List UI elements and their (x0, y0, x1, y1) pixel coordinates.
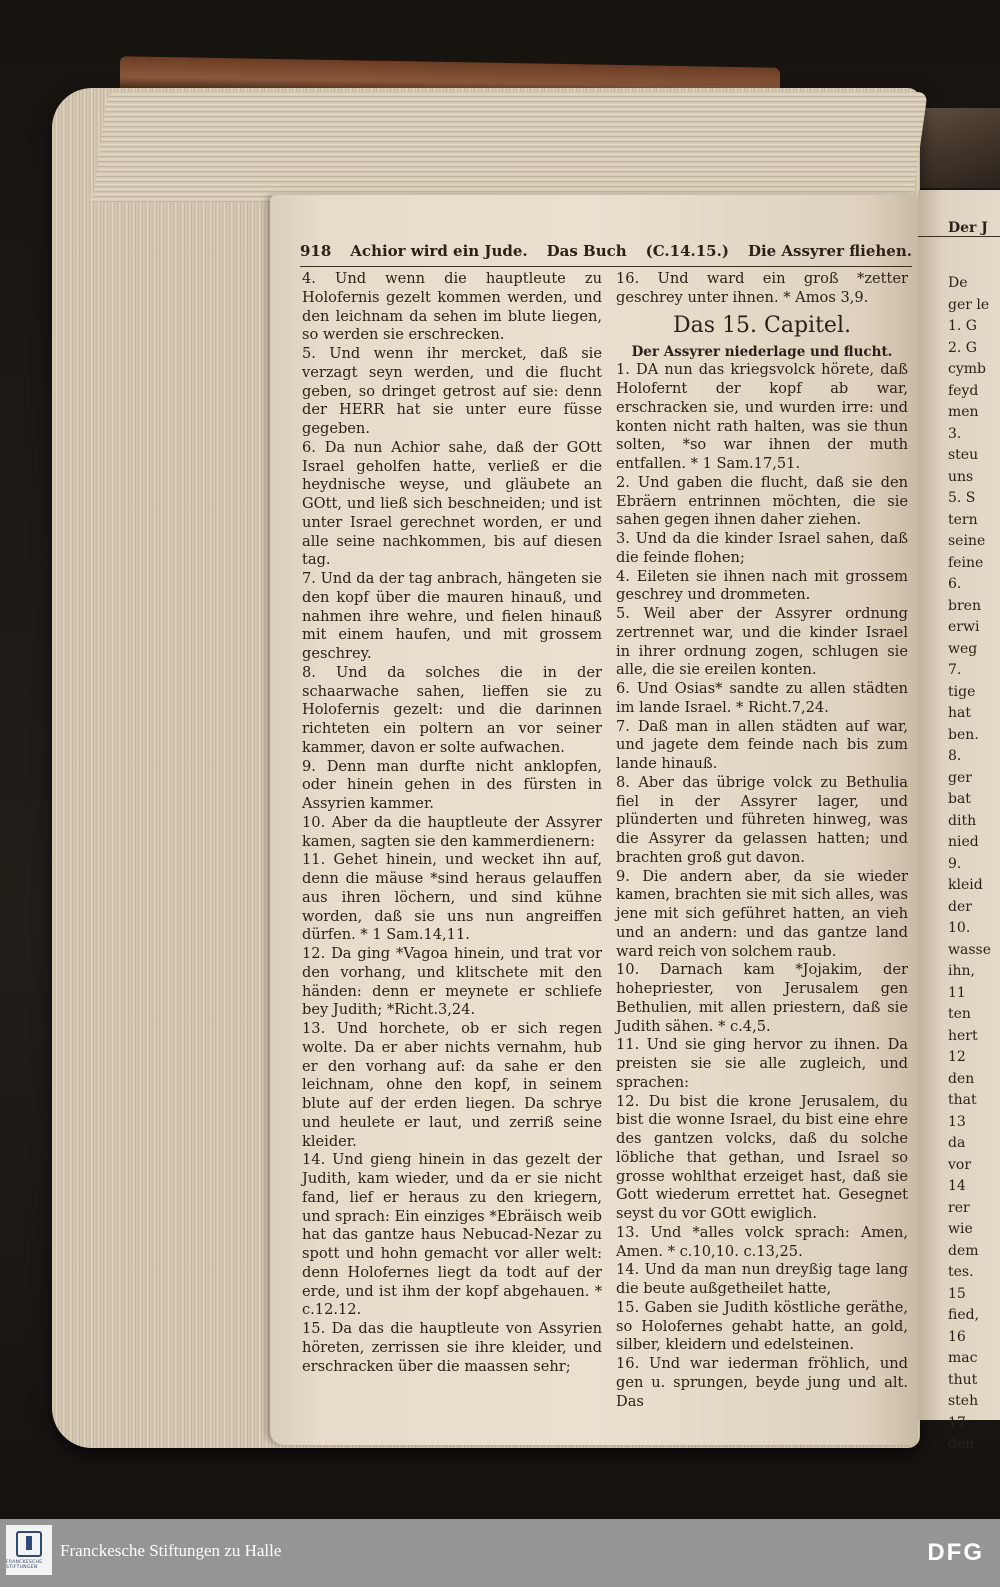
dfg-logo[interactable]: DFG (927, 1539, 984, 1566)
page-stack-top (92, 92, 927, 202)
right-page-line: bat (948, 791, 971, 807)
right-page-line: ten (948, 1006, 971, 1022)
right-page-line: 7. (948, 662, 962, 678)
verse-paragraph: 1. DA nun das kriegsvolck hörete, daß Holofernt der kopf ab war, erschracken sie, und wurden irre: und konten nicht rath halten, was sie thun solten, *so war ihnen der muth entfallen. * 1 Sam.17,51. (616, 361, 908, 472)
right-page-line: 2. G (948, 339, 977, 356)
right-page-line: 6. (948, 576, 962, 592)
right-page-line: mac (948, 1350, 978, 1366)
right-page-line: seine (948, 533, 986, 549)
verse-paragraph: 12. Du bist die krone Jerusalem, du bist die wonne Israel, du bist eine ehre des gantzen volcks, daß du solche löbliche that gethan, und Israel so grosse wohlthat erzeiget hast, daß sie Gott wiederum errettet hat. Gesegnet seyst du vor GOtt ewiglich. (616, 1092, 908, 1222)
verse-paragraph: 14. Und gieng hinein in das gezelt der Judith, kam wieder, und da er sie nicht fand, lief er heraus zu den kriegern, und sprach: Ein einziges *Ebräisch weib hat das gantze haus Nebucad-Nezar zu spott und hohn gemacht vor aller welt: denn Holofernes liegt da todt auf der erde, und ist ihm der kopf abgehauen. * c.12.12. (302, 1151, 602, 1319)
verse-paragraph: 11. Und sie ging hervor zu ihnen. Da preisten sie sie alle zugleich, und sprachen: (616, 1036, 908, 1091)
book-title: Das Buch (546, 242, 627, 260)
right-page-line: feine (948, 554, 984, 571)
right-page-line: 8. (948, 748, 962, 764)
right-page-line: tige (948, 683, 976, 700)
chapter-verses (616, 361, 908, 1411)
footer-bar (0, 1519, 1000, 1587)
right-page-line: 1. G (948, 318, 977, 334)
verse-paragraph: 5. Weil aber der Assyrer ordnung zertrennet war, und die kinder Israel in ihrer ordnung zogen, schlugen sie alle, die sie ereilen konten. (616, 605, 908, 679)
right-page-line: kleid (948, 877, 983, 893)
right-page-line: ben. (948, 726, 979, 743)
institution-name[interactable]: Franckesche Stiftungen zu Halle (60, 1541, 282, 1560)
right-page-line: tes. (948, 1264, 974, 1280)
chapter-title: Das 15. Capitel. (673, 312, 851, 338)
right-page-line: vor (948, 1156, 972, 1173)
right-page-line: that (948, 1092, 977, 1108)
verse-paragraph: 9. Denn man durfte nicht anklopfen, oder hinein gehen in des fürsten in Assyrien kammer. (302, 757, 602, 812)
right-page-line: 11 (948, 984, 966, 1001)
right-page-line: 3. (948, 425, 962, 442)
right-page-line: 10. (948, 920, 971, 936)
verse-paragraph: 15. Da das die hauptleute von Assyrien höreten, zerrissen sie ihre kleider, und erschracken über die maassen sehr; (302, 1320, 602, 1375)
verse-paragraph: 9. Die andern aber, da sie wieder kamen, brachten sie mit sich alles, was jene mit sich geführet hatten, an vieh und an andern: und das gantze land ward reich von solchem raub. (616, 867, 908, 960)
verse-paragraph: 11. Gehet hinein, und wecket ihn auf, denn die mäuse *sind heraus gelauffen aus ihren löchern, und sind kühne worden, daß sie uns nun angreiffen dürfen. * 1 Sam.14,11. (302, 851, 602, 944)
right-page-line: 5. S (948, 490, 976, 506)
right-page-line: feyd (948, 382, 979, 399)
verse-paragraph: 4. Und wenn die hauptleute zu Holofernis gezelt kommen werden, und den leichnam da sehen im blute liegen, so werden sie erschrecken. (302, 270, 602, 344)
right-page-line: 16 (948, 1328, 966, 1345)
right-page-line: nied (948, 834, 979, 850)
right-page-line: wie (948, 1221, 973, 1237)
right-page-line: cymb (948, 361, 986, 377)
verse-paragraph: 8. Und da solches die in der schaarwache sahen, lieffen sie zu Holofernis gezelt: und die darinnen richteten ein poltern an vor seiner kammer, davon er solte aufwachen. (302, 663, 602, 756)
right-page-line: den (948, 1436, 975, 1452)
right-page-line: da (948, 1135, 966, 1151)
right-page-line: steu (948, 447, 979, 463)
institution-logo[interactable] (6, 1525, 52, 1575)
verse-paragraph: 6. Und Osias* sandte zu allen städten im lande Israel. * Richt.7,24. (616, 680, 908, 716)
verse-paragraph: 10. Darnach kam *Jojakim, der hohepriester, von Jerusalem gen Bethulien, mit allen priestern, daß sie Judith sähen. * c.4,5. (616, 961, 908, 1035)
right-page-line: tern (948, 511, 978, 528)
right-page-line: weg (948, 640, 978, 657)
right-page-line: thut (948, 1371, 978, 1388)
right-page-line: men (948, 404, 979, 420)
verse-paragraph: 16. Und ward ein groß *zetter geschrey unter ihnen. * Amos 3,9. (616, 270, 908, 306)
right-page-line: wasse (948, 941, 991, 958)
running-header (300, 242, 912, 267)
left-text-column (302, 270, 602, 1376)
right-page-line: hert (948, 1027, 978, 1044)
right-page-line: den (948, 1070, 975, 1087)
right-page-line: fied, (948, 1307, 980, 1323)
page-number: 918 (300, 242, 332, 260)
verse-paragraph: 14. Und da man nun dreyßig tage lang die beute außgetheilet hatte, (616, 1261, 908, 1297)
verse-paragraph: 12. Da ging *Vagoa hinein, und trat vor den vorhang, und klitschete mit den händen: denn er meynete er schliefe bey Judith; *Richt.3,24. (302, 945, 602, 1019)
verse-paragraph: 15. Gaben sie Judith köstliche geräthe, so Holofernes gehabt hatte, an gold, silber, kleidern und edelsteinen. (616, 1298, 908, 1354)
right-page-line: erwi (948, 619, 980, 635)
verse-paragraph: 7. Daß man in allen städten auf war, und jagete dem feinde nach bis zum lande hinauß. (616, 717, 908, 772)
right-page-line: uns (948, 468, 974, 485)
verse-paragraph: 6. Da nun Achior sahe, daß der GOtt Israel geholfen hatte, verließ er die heydnische weyse, und gläubete an GOtt, und ließ sich beschneiden; und ist unter Israel gerechnet worden, er und alle seine nachkommen, bis auf diesen tag. (302, 438, 602, 569)
right-page-line: dem (948, 1242, 979, 1259)
verse-paragraph: 2. Und gaben die flucht, daß sie den Ebräern entrinnen möchten, die sie sahen gegen ihnen daher ziehen. (616, 473, 908, 529)
right-page-line: ger le (948, 296, 990, 313)
right-headword: Die Assyrer fliehen. (747, 242, 912, 260)
right-page-line: De (948, 275, 968, 291)
verse-paragraph: 4. Eileten sie ihnen nach mit grossem geschrey und drommeten. (616, 567, 908, 604)
verse-paragraph: 10. Aber da die hauptleute der Assyrer kamen, sagten sie den kammerdienern: (302, 813, 602, 850)
right-page-line: bren (948, 597, 981, 614)
verse-paragraph: 13. Und horchete, ob er sich regen wolte. Da er aber nichts vernahm, hub er den vorhang auf: da sahe er den leichnam, ohne den kopf, in seinem blute auf der erden liegen. Da schrye und heulete er laut, und zerriß seine kleider. (302, 1020, 602, 1150)
verse-paragraph: 16. Und war iederman fröhlich, und gen u. sprungen, beyde jung und alt. Das (616, 1355, 908, 1410)
verse-paragraph: 8. Aber das übrige volck zu Bethulia fiel in der Assyrer lager, und plünderten und führeten hinweg, was die Assyrer da gelassen hatten; und brachten groß gut davon. (616, 773, 908, 866)
right-page-line: 14 (948, 1178, 966, 1194)
verse-paragraph: 7. Und da der tag anbrach, hängeten sie den kopf über die mauren hinauß, und nahmen ihre wehre, und fielen hinauß mit einem haufen, und mit grossem geschrey. (302, 570, 602, 662)
verse-paragraph: 3. Und da die kinder Israel sahen, daß die feinde flohen; (616, 530, 908, 566)
right-page-line: 15 (948, 1285, 966, 1302)
right-page-line: der (948, 898, 972, 915)
verse-paragraph: 5. Und wenn ihr mercket, daß sie verzagt seyn werden, und die flucht geben, so dringet getrost auf sie: denn der HERR hat sie unter eure füsse gegeben. (302, 345, 602, 437)
right-page-line: rer (948, 1199, 970, 1216)
right-page-header: Der J (918, 220, 1000, 237)
chapter-summary: Der Assyrer niederlage und flucht. (631, 343, 893, 360)
logo-text: FRANCKESCHE STIFTUNGEN (6, 1559, 43, 1570)
right-page-line: ihn, (948, 963, 975, 979)
right-page-line: 9. (948, 855, 962, 872)
right-page-line: steh (948, 1393, 979, 1409)
left-headword: Achior wird ein Jude. (350, 242, 528, 260)
right-page-line: 12 (948, 1049, 966, 1065)
right-page-line: ger (948, 769, 972, 786)
verse-paragraph: 13. Und *alles volck sprach: Amen, Amen. * c.10,10. c.13,25. (616, 1223, 908, 1260)
right-page-line: 17 (948, 1414, 966, 1431)
right-page-line: hat (948, 705, 971, 721)
right-page-fragment (918, 190, 1000, 1452)
right-page-line: dith (948, 812, 977, 829)
right-text-column (616, 270, 908, 1411)
right-page-lines (918, 273, 1000, 1456)
chapter-reference: (C.14.15.) (645, 242, 729, 260)
orphanage-building-icon (16, 1531, 42, 1557)
right-page-line: 13 (948, 1113, 966, 1130)
